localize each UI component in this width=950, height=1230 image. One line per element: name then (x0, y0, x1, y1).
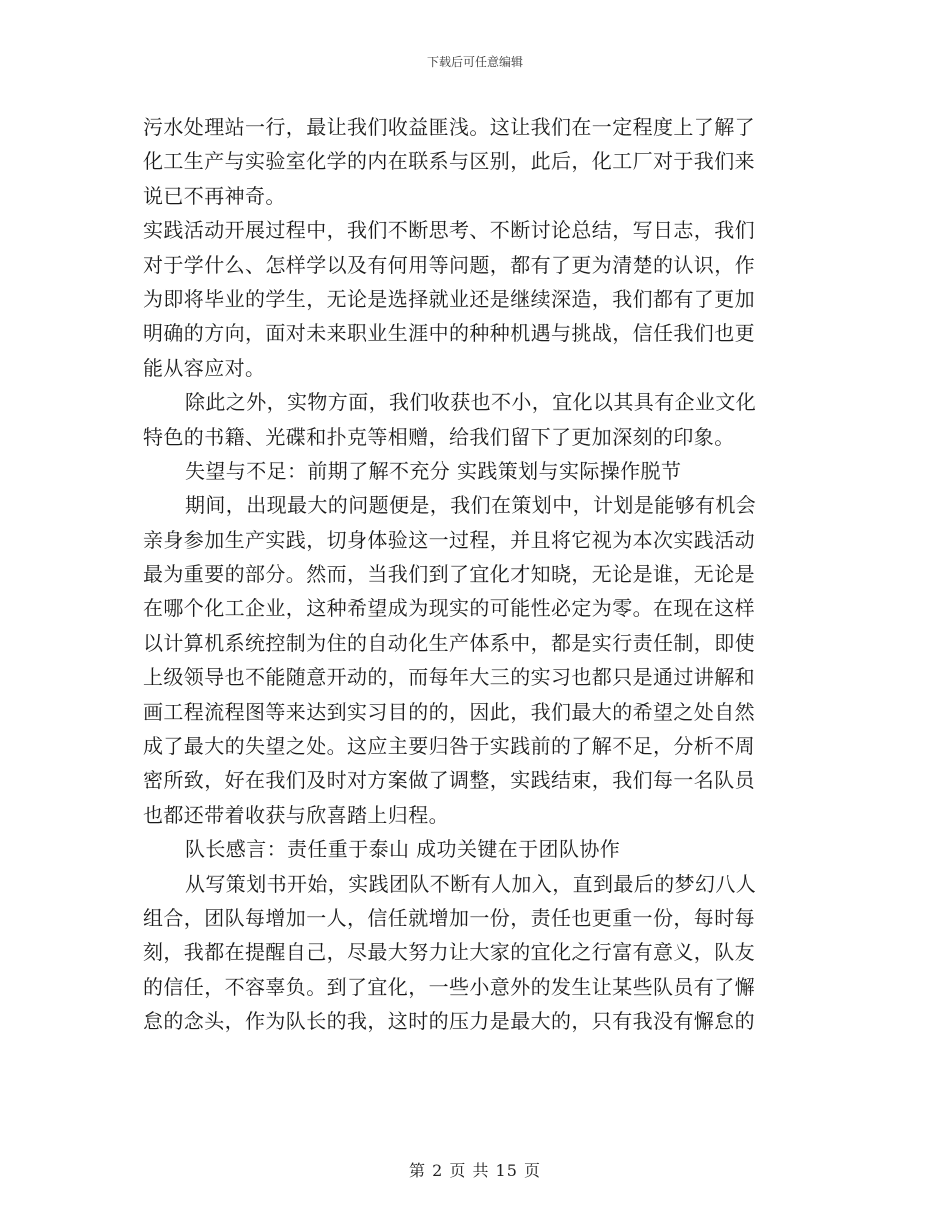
text-line: 刻，我都在提醒自己，尽最大努力让大家的宜化之行富有意义，队友 (143, 940, 755, 965)
text-line: 密所致，好在我们及时对方案做了调整，实践结束，我们每一名队员 (143, 768, 755, 793)
text-line: 最为重要的部分。然而，当我们到了宜化才知晓，无论是谁，无论是 (143, 562, 755, 587)
section-heading: 失望与不足：前期了解不充分 实践策划与实际操作脱节 (185, 458, 682, 483)
text-line: 画工程流程图等来达到实习目的的，因此，我们最大的希望之处自然 (143, 699, 755, 724)
text-line: 为即将毕业的学生，无论是选择就业还是继续深造，我们都有了更加 (143, 286, 755, 311)
section-heading: 队长感言：责任重于泰山 成功关键在于团队协作 (185, 837, 621, 862)
text-line: 对于学什么、怎样学以及有何用等问题，都有了更为清楚的认识，作 (143, 252, 755, 277)
text-line: 污水处理站一行，最让我们收益匪浅。这让我们在一定程度上了解了 (143, 115, 755, 139)
text-line: 成了最大的失望之处。这应主要归咎于实践前的了解不足，分析不周 (143, 734, 755, 759)
page-header: 下载后可任意编辑 (426, 55, 523, 69)
text-line: 以计算机系统控制为住的自动化生产体系中，都是实行责任制，即使 (143, 630, 755, 655)
text-line: 化工生产与实验室化学的内在联系与区别，此后，化工厂对于我们来 (143, 149, 755, 174)
text-line: 亲身参加生产实践，切身体验这一过程，并且将它视为本次实践活动 (143, 527, 755, 552)
page-footer: 第 2 页 共 15 页 (409, 1161, 541, 1180)
text-line: 除此之外，实物方面，我们收获也不小，宜化以其具有企业文化 (185, 390, 757, 415)
document-body (143, 110, 803, 1039)
text-line: 特色的书籍、光碟和扑克等相赠，给我们留下了更加深刻的印象。 (143, 424, 735, 449)
text-line: 能从容应对。 (143, 355, 266, 380)
text-line: 从写策划书开始，实践团队不断有人加入，直到最后的梦幻八人 (185, 871, 757, 896)
text-line: 上级领导也不能随意开动的，而每年大三的实习也都只是通过讲解和 (143, 665, 755, 690)
text-line: 实践活动开展过程中，我们不断思考、不断讨论总结，写日志，我们 (143, 218, 755, 243)
text-line: 也都还带着收获与欣喜踏上归程。 (143, 802, 449, 827)
text-line: 说已不再神奇。 (143, 183, 286, 208)
text-line: 的信任，不容辜负。到了宜化，一些小意外的发生让某些队员有了懈 (143, 974, 755, 999)
text-line: 明确的方向，面对未来职业生涯中的种种机遇与挑战，信任我们也更 (143, 321, 755, 346)
text-line: 期间，出现最大的问题便是，我们在策划中，计划是能够有机会 (185, 493, 757, 518)
text-line: 怠的念头，作为队长的我，这时的压力是最大的，只有我没有懈怠的 (143, 1009, 755, 1034)
text-line: 在哪个化工企业，这种希望成为现实的可能性必定为零。在现在这样 (143, 596, 755, 621)
text-line: 组合，团队每增加一人，信任就增加一份，责任也更重一份，每时每 (143, 905, 755, 930)
